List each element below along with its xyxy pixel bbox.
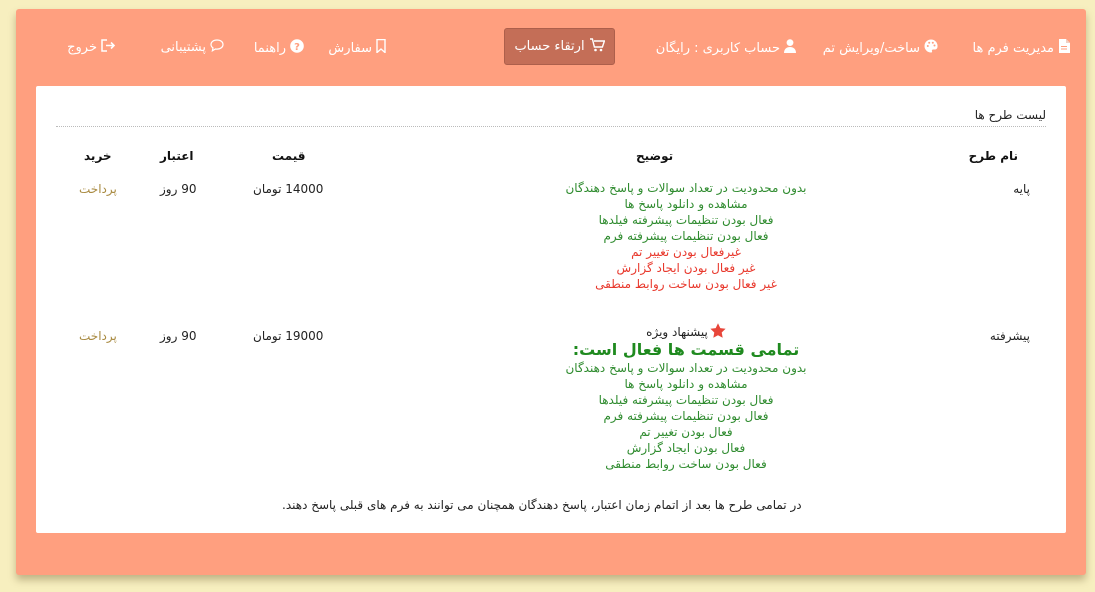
feature-item: غیرفعال بودن تغییر تم: [631, 245, 741, 259]
nav-account-label: حساب کاربری : رایگان: [655, 40, 780, 56]
plan-validity: 90 روز: [160, 182, 197, 196]
nav-support-label: پشتیبانی: [160, 40, 206, 55]
all-features-headline: تمامی قسمت ها فعال است:: [572, 340, 800, 359]
plan-price: 14000 تومان: [253, 182, 324, 196]
feature-item: فعال بودن ساخت روابط منطقی: [605, 457, 767, 471]
svg-text:?: ?: [294, 42, 300, 53]
feature-item: مشاهده و دانلود پاسخ ها: [624, 197, 748, 211]
top-navbar: [16, 9, 1086, 85]
footer-note: [36, 498, 1066, 512]
feature-item: غیر فعال بودن ایجاد گزارش: [616, 261, 756, 275]
feature-item: فعال بودن تنظیمات پیشرفته فرم: [603, 229, 769, 243]
document-icon: [1058, 39, 1070, 57]
feature-item: بدون محدودیت در تعداد سوالات و پاسخ دهندگان: [565, 361, 807, 375]
nav-order-label: سفارش: [328, 40, 372, 56]
app-frame: [16, 9, 1086, 575]
nav-forms-management[interactable]: [973, 39, 1070, 57]
header-plan-name: نام طرح: [968, 149, 1018, 163]
header-buy: خرید: [84, 149, 112, 163]
title-divider: [56, 126, 1046, 127]
pay-button[interactable]: پرداخت: [79, 182, 117, 196]
nav-help-label: راهنما: [253, 40, 286, 56]
nav-account-status[interactable]: [656, 39, 796, 57]
feature-item: فعال بودن ایجاد گزارش: [626, 441, 746, 455]
feature-item: فعال بودن تنظیمات پیشرفته فرم: [603, 409, 769, 423]
feature-item: مشاهده و دانلود پاسخ ها: [624, 377, 748, 391]
nav-forms-label: مدیریت فرم ها: [972, 40, 1054, 56]
question-circle-icon: [290, 39, 304, 57]
feature-item: غیر فعال بودن ساخت روابط منطقی: [595, 277, 777, 291]
upgrade-account-label: ارتقاء حساب: [514, 39, 585, 54]
nav-support[interactable]: [161, 39, 224, 56]
plan-price: 19000 تومان: [253, 329, 324, 343]
plan-description: [436, 324, 936, 472]
plan-name: پایه: [1013, 182, 1030, 196]
cart-icon: [590, 38, 605, 56]
plan-validity: 90 روز: [160, 329, 197, 343]
featured-badge: [436, 324, 936, 340]
plan-name: پیشرفته: [989, 329, 1030, 343]
nav-theme-label: ساخت/ویرایش تم: [822, 40, 920, 56]
feature-item: فعال بودن تنظیمات پیشرفته فیلدها: [598, 213, 774, 227]
header-description: توضیح: [636, 149, 674, 163]
nav-help[interactable]: [254, 39, 304, 57]
feature-item: فعال بودن تنظیمات پیشرفته فیلدها: [598, 393, 774, 407]
user-icon: [784, 39, 796, 57]
header-validity: اعتبار: [160, 149, 194, 163]
plan-description: [436, 180, 936, 292]
nav-logout[interactable]: [67, 39, 116, 56]
panel-title: لیست طرح ها: [974, 108, 1046, 122]
nav-order[interactable]: [328, 39, 386, 57]
nav-logout-label: خروج: [67, 40, 97, 55]
sign-out-icon: [101, 39, 116, 56]
featured-label: پیشنهاد ویژه: [646, 325, 708, 339]
feature-item: فعال بودن تغییر تم: [639, 425, 733, 439]
plans-panel: [36, 86, 1066, 533]
footer-note-text: در تمامی طرح ها بعد از اتمام زمان اعتبار، پاسخ دهندگان همچنان می توانند به فرم های قبلی پاسخ دهند.: [282, 498, 802, 512]
nav-theme-builder[interactable]: [823, 39, 938, 57]
palette-icon: [924, 39, 938, 57]
pay-button[interactable]: پرداخت: [79, 329, 117, 343]
header-price: قیمت: [272, 149, 306, 163]
star-icon: [710, 323, 726, 342]
chat-icon: [210, 39, 224, 56]
upgrade-account-button[interactable]: [504, 28, 615, 65]
feature-item: بدون محدودیت در تعداد سوالات و پاسخ دهندگان: [565, 181, 807, 195]
bookmark-icon: [376, 39, 386, 57]
